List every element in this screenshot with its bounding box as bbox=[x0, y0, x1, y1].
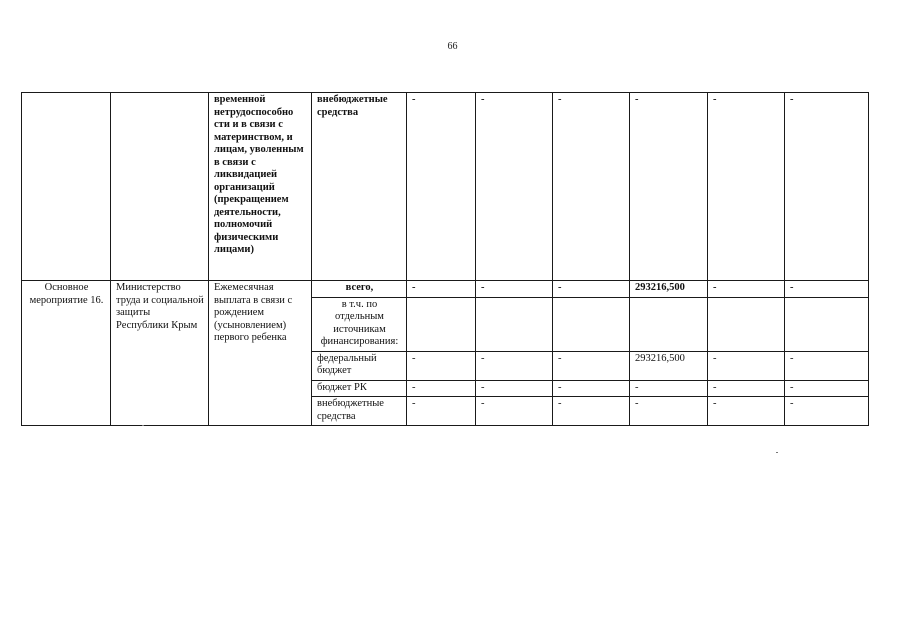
value-cell bbox=[708, 297, 785, 351]
continuation-row bbox=[22, 93, 869, 281]
funding-source-cell: всего, bbox=[312, 281, 407, 298]
program-funding-table bbox=[21, 92, 869, 426]
executor-cell: Министерство труда и социальной защиты Республики Крым bbox=[111, 281, 209, 426]
value-cell: - bbox=[785, 351, 869, 380]
funding-source-cell: в т.ч. по отдельным источникам финансирования: bbox=[312, 297, 407, 351]
value-cell: - bbox=[476, 397, 553, 426]
scan-speck bbox=[142, 425, 144, 426]
value-cell: - bbox=[708, 397, 785, 426]
funding-source-cell: федеральный бюджет bbox=[312, 351, 407, 380]
value-cell bbox=[785, 297, 869, 351]
value-cell: - bbox=[708, 281, 785, 298]
value-cell: - bbox=[407, 397, 476, 426]
value-cell bbox=[553, 297, 630, 351]
value-cell: - bbox=[785, 397, 869, 426]
value-cell: - bbox=[630, 380, 708, 397]
value-cell: - bbox=[476, 351, 553, 380]
value-cell bbox=[407, 297, 476, 351]
value-cell: 293216,500 bbox=[630, 281, 708, 298]
funding-source-cell: бюджет РК bbox=[312, 380, 407, 397]
value-cell: - bbox=[407, 351, 476, 380]
value-cell bbox=[476, 297, 553, 351]
value-cell: - bbox=[553, 380, 630, 397]
value-cell: - bbox=[476, 281, 553, 298]
value-cell: - bbox=[785, 93, 869, 281]
funding-source-cell: внебюджетные средства bbox=[312, 397, 407, 426]
value-cell: - bbox=[476, 93, 553, 281]
page-number: 66 bbox=[447, 41, 458, 52]
measure-name-cell bbox=[22, 93, 111, 281]
measure-name-cell: Основное мероприятие 16. bbox=[22, 281, 111, 426]
value-cell: - bbox=[553, 397, 630, 426]
value-cell: - bbox=[407, 281, 476, 298]
value-cell: - bbox=[553, 351, 630, 380]
scan-speck bbox=[776, 452, 778, 453]
funding-source-cell: внебюджетные средства bbox=[312, 93, 407, 281]
value-cell: - bbox=[407, 93, 476, 281]
executor-cell bbox=[111, 93, 209, 281]
value-cell: - bbox=[630, 397, 708, 426]
value-cell: 293216,500 bbox=[630, 351, 708, 380]
value-cell: - bbox=[708, 351, 785, 380]
value-cell: - bbox=[407, 380, 476, 397]
value-cell: - bbox=[476, 380, 553, 397]
value-cell: - bbox=[785, 281, 869, 298]
value-cell bbox=[630, 297, 708, 351]
value-cell: - bbox=[785, 380, 869, 397]
activity-description-cell: Ежемесячная выплата в связи с рождением (усыновлением) первого ребенка bbox=[209, 281, 312, 426]
value-cell: - bbox=[553, 281, 630, 298]
funding-row-total bbox=[22, 281, 869, 298]
value-cell: - bbox=[708, 93, 785, 281]
value-cell: - bbox=[708, 380, 785, 397]
value-cell: - bbox=[553, 93, 630, 281]
activity-description-cell: временной нетрудоспособно сти и в связи с материнством, и лицам, уволенным в связи с ликвидацией организаций (прекращением деятельности, полномочий физическими лицами) bbox=[209, 93, 312, 281]
value-cell: - bbox=[630, 93, 708, 281]
